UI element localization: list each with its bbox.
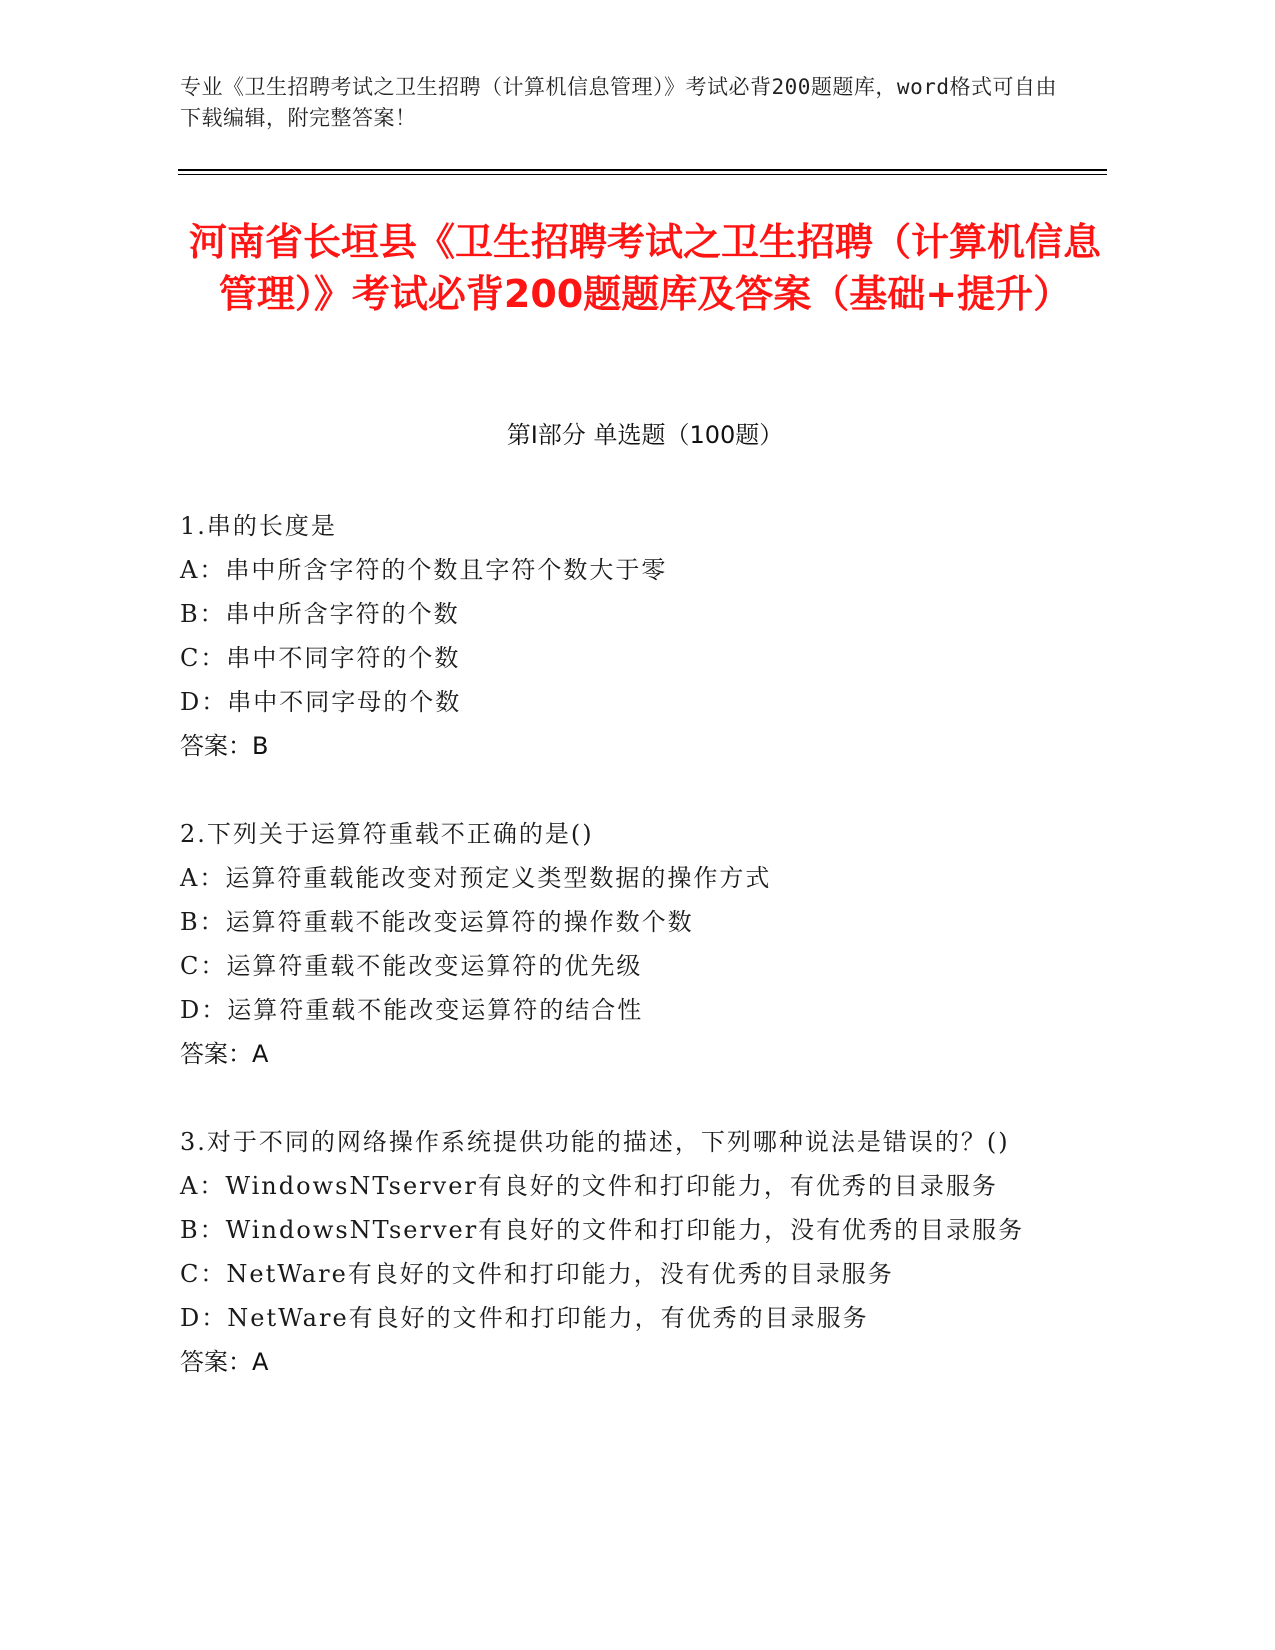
header-rule-thin [178,174,1107,175]
option-b: B：串中所含字符的个数 [180,600,460,628]
option-a: A：WindowsNTserver有良好的文件和打印能力，有优秀的目录服务 [180,1172,998,1200]
option-d: D：NetWare有良好的文件和打印能力，有优秀的目录服务 [180,1304,869,1332]
section-heading: 第Ⅰ部分 单选题（100题） [506,421,784,449]
option-c: C：运算符重载不能改变运算符的优先级 [180,952,643,980]
question-stem: 3.对于不同的网络操作系统提供功能的描述，下列哪种说法是错误的？() [180,1128,1010,1156]
option-d: D：串中不同字母的个数 [180,688,462,716]
option-a: A：运算符重载能改变对预定义类型数据的操作方式 [180,864,772,892]
header-rule-thick [178,169,1107,171]
question-1 [180,504,1080,768]
question-stem: 1.串的长度是 [180,512,337,540]
option-b: B：WindowsNTserver有良好的文件和打印能力，没有优秀的目录服务 [180,1216,1025,1244]
option-a: A：串中所含字符的个数且字符个数大于零 [180,556,668,584]
option-c: C：串中不同字符的个数 [180,644,461,672]
document-title: 河南省长垣县《卫生招聘考试之卫生招聘（计算机信息管理）》考试必背200题题库及答案（基础+提升） [188,220,1101,316]
answer: 答案：B [180,732,269,760]
option-b: B：运算符重载不能改变运算符的操作数个数 [180,908,694,936]
question-2 [180,812,1080,1076]
question-list [180,504,1080,1428]
answer: 答案：A [180,1348,269,1376]
answer: 答案：A [180,1040,269,1068]
question-3 [180,1120,1080,1384]
question-stem: 2.下列关于运算符重载不正确的是() [180,820,594,848]
option-c: C：NetWare有良好的文件和打印能力，没有优秀的目录服务 [180,1260,894,1288]
header-note: 专业《卫生招聘考试之卫生招聘（计算机信息管理）》考试必背200题题库，word格式可自由下载编辑，附完整答案！ [180,75,1057,130]
option-d: D：运算符重载不能改变运算符的结合性 [180,996,644,1024]
